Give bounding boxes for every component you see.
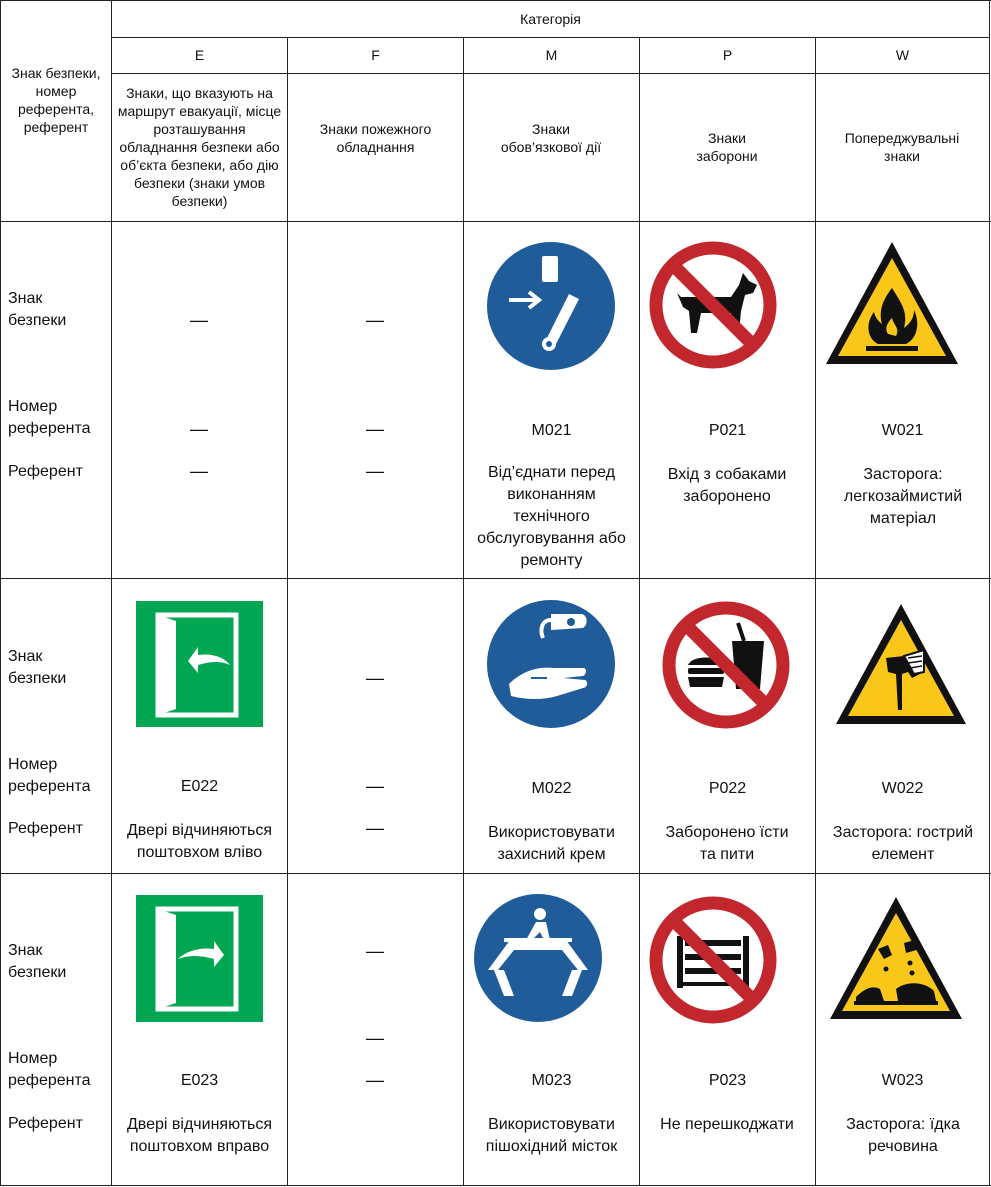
door-push-right-icon — [136, 895, 263, 1022]
row-divider-header — [0, 221, 991, 222]
no-eating-drinking-icon — [662, 601, 790, 729]
row2-label-number: Номер референта — [8, 756, 91, 795]
category-title: Категорія — [520, 11, 581, 27]
referent-number: M022 — [531, 780, 572, 797]
dash: — — [366, 419, 384, 439]
use-footbridge-icon — [474, 894, 602, 1022]
column-desc-e: Знаки, що вказують на маршрут евакуації, місце розташування обладнання безпеки або об’єкта безпеки, або дію безпеки (знаки умов безпеки) — [117, 85, 282, 209]
referent-number: P023 — [708, 1072, 747, 1089]
row-header-label: Знак безпеки, номер референта, референт — [11, 65, 101, 135]
do-not-obstruct-icon — [649, 896, 777, 1024]
dash: — — [366, 1028, 384, 1048]
dash: — — [366, 818, 384, 838]
referent-number: W021 — [881, 422, 924, 439]
row1-label-referent: Референт — [8, 463, 83, 480]
row3-label-number: Номер референта — [8, 1050, 91, 1089]
col-divider-mp — [639, 37, 640, 1186]
row3-label-sign: Знак безпеки — [8, 942, 67, 981]
row-divider-codes — [111, 73, 990, 74]
table-border-right — [989, 0, 990, 1186]
sharp-element-icon — [832, 600, 970, 728]
dash: — — [366, 461, 384, 481]
dash: — — [366, 668, 384, 688]
column-desc-f: Знаки пожежного обладнання — [319, 121, 432, 155]
referent-text: Двері відчиняються поштовхом вправо — [126, 1116, 273, 1155]
column-code-w: W — [895, 47, 910, 63]
dash: — — [366, 776, 384, 796]
row3-label-referent: Референт — [8, 1115, 83, 1132]
row-divider-2 — [0, 873, 991, 874]
col-divider-fm — [463, 37, 464, 1186]
column-code-e: E — [194, 47, 205, 63]
table-border-top — [0, 0, 991, 1]
referent-text: Засторога: їдка речовина — [846, 1116, 960, 1155]
dash: — — [366, 310, 384, 330]
col-divider-label — [111, 0, 112, 1186]
referent-number: P021 — [708, 422, 747, 439]
column-code-m: M — [545, 47, 558, 63]
referent-text: Використовувати пішохідний місток — [485, 1116, 618, 1155]
referent-number: M023 — [531, 1072, 572, 1089]
row-divider-category — [111, 37, 990, 38]
referent-number: P022 — [708, 780, 747, 797]
dash: — — [190, 419, 208, 439]
col-divider-ef — [287, 37, 288, 1186]
door-push-left-icon — [136, 601, 263, 727]
referent-text: Засторога: гострий елемент — [832, 824, 974, 863]
referent-number: E023 — [180, 1072, 219, 1089]
dash: — — [366, 941, 384, 961]
dash: — — [366, 1070, 384, 1090]
use-barrier-cream-icon — [487, 600, 615, 728]
referent-text: Заборонено їсти та пити — [665, 824, 789, 863]
column-desc-w: Попереджувальні знаки — [844, 130, 960, 164]
table-border-left — [0, 0, 1, 1186]
referent-text: Не перешкоджати — [660, 1116, 794, 1133]
column-desc-m: Знаки обов’язкової дії — [500, 121, 602, 155]
table-border-bottom — [0, 1185, 991, 1186]
referent-text: Використовувати захисний крем — [488, 824, 615, 863]
column-code-p: P — [722, 47, 733, 63]
referent-text: Вхід з собаками заборонено — [667, 466, 787, 505]
referent-number: W022 — [881, 780, 924, 797]
row1-label-sign: Знак безпеки — [8, 290, 67, 329]
flammable-material-icon — [822, 238, 962, 368]
disconnect-before-maintenance-icon — [487, 242, 615, 370]
row2-label-referent: Референт — [8, 820, 83, 837]
referent-number: M021 — [531, 422, 572, 439]
referent-number: W023 — [881, 1072, 924, 1089]
col-divider-pw — [815, 37, 816, 1186]
referent-text: Засторога: легкозаймистий матеріал — [843, 466, 963, 527]
no-dogs-icon — [649, 241, 777, 369]
dash: — — [190, 461, 208, 481]
row1-label-number: Номер референта — [8, 398, 91, 437]
column-desc-p: Знаки заборони — [696, 130, 758, 164]
column-code-f: F — [371, 47, 380, 63]
referent-text: Від’єднати перед виконанням технічного обслуговування або ремонту — [477, 464, 626, 569]
dash: — — [190, 310, 208, 330]
row2-label-sign: Знак безпеки — [8, 648, 67, 687]
corrosive-substance-icon — [826, 893, 966, 1023]
referent-text: Двері відчиняються поштовхом вліво — [126, 822, 273, 861]
row-divider-1 — [0, 578, 991, 579]
referent-number: E022 — [180, 778, 219, 795]
